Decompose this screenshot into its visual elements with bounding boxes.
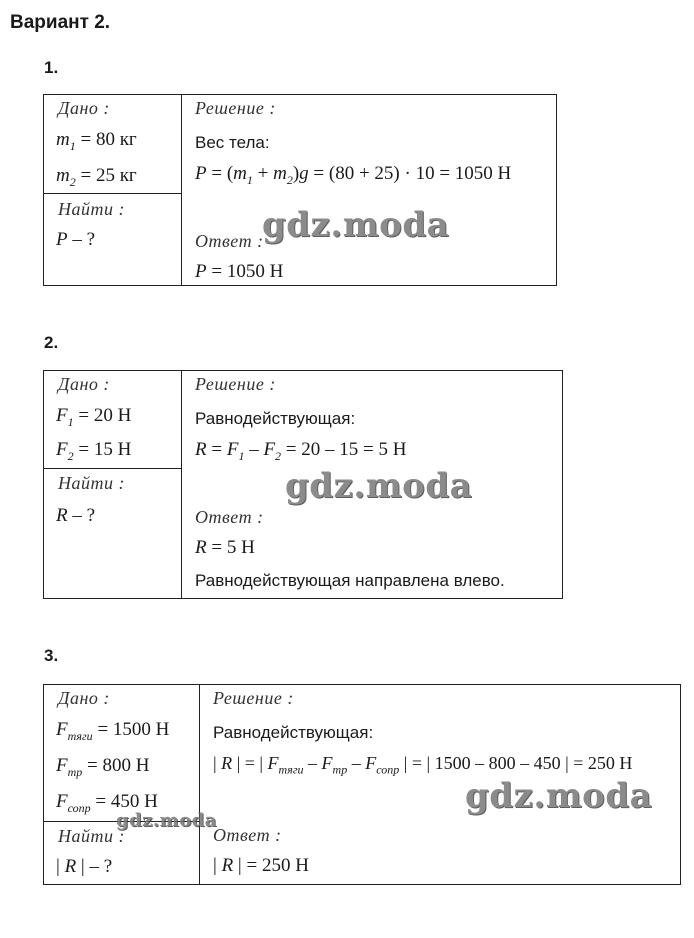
task-2-find: R – ? — [56, 505, 96, 526]
task-2-solution-2: $R = F_1 - F_2 = 20 - 15 = 5$ Н — [195, 439, 407, 463]
task-2-number: 2. — [44, 333, 59, 352]
watermark: gdz.moda — [465, 776, 653, 816]
task-1-solution-2: $P = (m_1 + m_2)g = (80 + 25) \cdot 10 = 1050$ Н — [195, 163, 512, 187]
task-2-answer-label: Ответ : — [195, 507, 264, 527]
task-2-solution-1: Равнодействующая: — [195, 409, 356, 428]
task-2-given-label: Дано : — [58, 374, 110, 394]
task-3-given-2: $F_{тр} = 800$ Н — [56, 755, 150, 779]
task-3-find-label: Найти : — [58, 826, 125, 846]
task-1-given-2: $m_2 = 25$ кг — [56, 165, 137, 189]
task-3-solution-1: Равнодействующая: — [213, 723, 374, 742]
task-2-answer-1: R = 5 Н — [195, 537, 255, 558]
task-2-given-2: $F_2 = 15$ Н — [56, 439, 132, 463]
task-1-find-label: Найти : — [58, 199, 125, 219]
task-1-find: P – ? — [56, 229, 96, 250]
task-3-number: 3. — [44, 646, 59, 665]
task-3-given-3: $F_{сопр} = 450$ Н — [56, 791, 158, 815]
task-1-given-1: $m_1 = 80$ кг — [56, 129, 137, 153]
task-1-answer-1: P = 1050 Н — [195, 261, 284, 282]
task-1-given-label: Дано : — [58, 98, 110, 118]
task-1-table — [43, 94, 557, 286]
watermark-small: gdz.moda — [116, 810, 217, 831]
task-3-find: | R | – ? — [56, 856, 113, 877]
page-title: Вариант 2. — [10, 12, 111, 33]
task-3-solution-2: | R | = | $F_{тяги} - F_{тр} - F_{сопр}$ | = | 1500 – 800 – 450 | = 250 Н — [213, 753, 633, 777]
task-2-given-1: $F_1 = 20$ Н — [56, 405, 132, 429]
task-3-solution-label: Решение : — [213, 688, 294, 708]
task-1-solution-label: Решение : — [195, 98, 276, 118]
watermark: gdz.moda — [262, 205, 450, 245]
task-3-given-1: $F_{тяги} = 1500$ Н — [56, 719, 170, 743]
task-1-solution-1: Вес тела: — [195, 133, 270, 152]
task-3-answer-1: | R | = 250 Н — [213, 855, 309, 876]
task-1-number: 1. — [44, 58, 59, 77]
watermark: gdz.moda — [285, 466, 473, 506]
task-2-find-label: Найти : — [58, 473, 125, 493]
task-3-answer-label: Ответ : — [213, 825, 282, 845]
task-1-answer-label: Ответ : — [195, 231, 264, 251]
task-2-answer-2: Равнодействующая направлена влево. — [195, 571, 505, 590]
task-3-given-label: Дано : — [58, 688, 110, 708]
task-2-solution-label: Решение : — [195, 374, 276, 394]
